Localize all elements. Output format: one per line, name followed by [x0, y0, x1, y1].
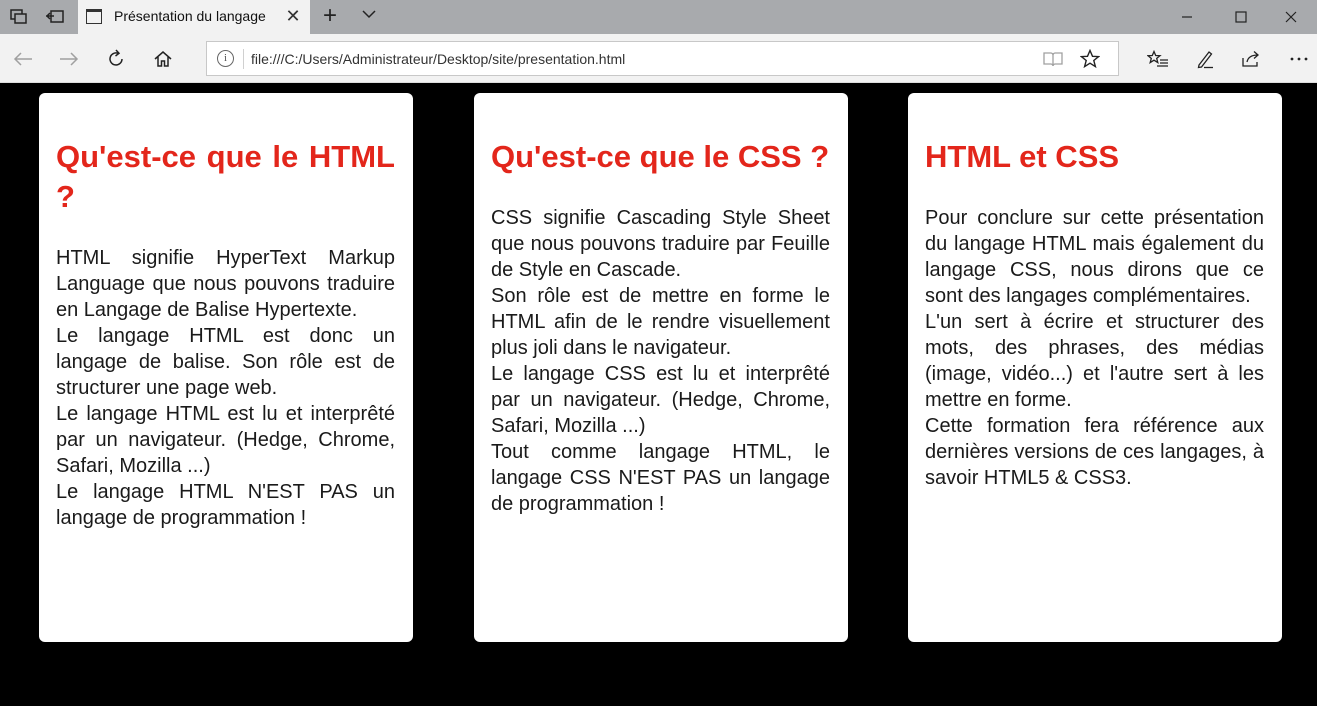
favorites-hub-icon[interactable]: [1145, 46, 1171, 72]
forward-arrow-icon[interactable]: [56, 46, 82, 72]
card-html: [39, 93, 413, 642]
card-paragraph: Cette formation fera référence aux dernières versions de ces langages, à savoir HTML5 & CSS3.: [925, 415, 1264, 489]
tab-title: Présentation du langage: [114, 8, 266, 24]
card-paragraph: Pour conclure sur cette présentation du langage HTML mais également du langage CSS, nous dirons que ce sont des langages complémentaires.: [925, 207, 1264, 307]
card-paragraph: L'un sert à écrire et structurer des mots, des phrases, des médias (image, vidéo...) et l'autre sert à les mettre en forme.: [925, 311, 1264, 411]
card-paragraph: Tout comme langage HTML, le langage CSS N'EST PAS un langage de programmation !: [491, 441, 830, 515]
card-paragraph: Son rôle est de mettre en forme le HTML afin de le rendre visuellement plus joli dans le navigateur.: [491, 285, 830, 359]
minimize-button[interactable]: [1164, 0, 1210, 34]
tabs-aside-icon[interactable]: [44, 7, 66, 27]
card-html-css: [908, 93, 1282, 642]
favorite-star-icon[interactable]: [1079, 49, 1101, 69]
card-title: Qu'est-ce que le HTML ?: [56, 139, 395, 214]
tab-actions-icon[interactable]: [8, 7, 30, 27]
refresh-icon[interactable]: [103, 46, 129, 72]
home-icon[interactable]: [150, 46, 176, 72]
card-title: HTML et CSS: [925, 139, 1120, 174]
more-options-icon[interactable]: [1286, 46, 1312, 72]
card-paragraph: HTML signifie HyperText Markup Language que nous pouvons traduire en Langage de Balise Hypertexte.: [56, 247, 395, 321]
page-icon: [86, 9, 102, 24]
address-bar[interactable]: [206, 41, 1119, 76]
address-divider: [243, 49, 244, 69]
navigation-bar: [0, 34, 1317, 83]
card-paragraph: Le langage HTML est lu et interprêté par un navigateur. (Hedge, Chrome, Safari, Mozilla ...): [56, 403, 395, 477]
card-paragraph: CSS signifie Cascading Style Sheet que nous pouvons traduire par Feuille de Style en Cascade.: [491, 207, 830, 281]
web-note-pen-icon[interactable]: [1192, 46, 1218, 72]
card-paragraph: Le langage HTML N'EST PAS un langage de programmation !: [56, 481, 395, 529]
maximize-button[interactable]: [1218, 0, 1264, 34]
card-title: Qu'est-ce que le CSS ?: [491, 139, 830, 174]
address-url[interactable]: file:///C:/Users/Administrateur/Desktop/site/presentation.html: [251, 51, 626, 67]
title-bar: [0, 0, 1317, 34]
card-paragraph: Le langage HTML est donc un langage de balise. Son rôle est de structurer une page web.: [56, 325, 395, 399]
new-tab-button[interactable]: +: [322, 2, 337, 29]
info-icon[interactable]: i: [217, 50, 234, 67]
share-icon[interactable]: [1238, 46, 1264, 72]
close-window-button[interactable]: [1268, 0, 1314, 34]
tab-presentation[interactable]: [78, 0, 310, 34]
chevron-down-icon[interactable]: [358, 6, 380, 28]
back-arrow-icon[interactable]: [10, 46, 36, 72]
tab-close-icon[interactable]: ✕: [285, 6, 301, 26]
card-paragraph: Le langage CSS est lu et interprêté par un navigateur. (Hedge, Chrome, Safari, Mozilla ...): [491, 363, 830, 437]
card-css: [474, 93, 848, 642]
reading-view-icon[interactable]: [1042, 49, 1064, 69]
